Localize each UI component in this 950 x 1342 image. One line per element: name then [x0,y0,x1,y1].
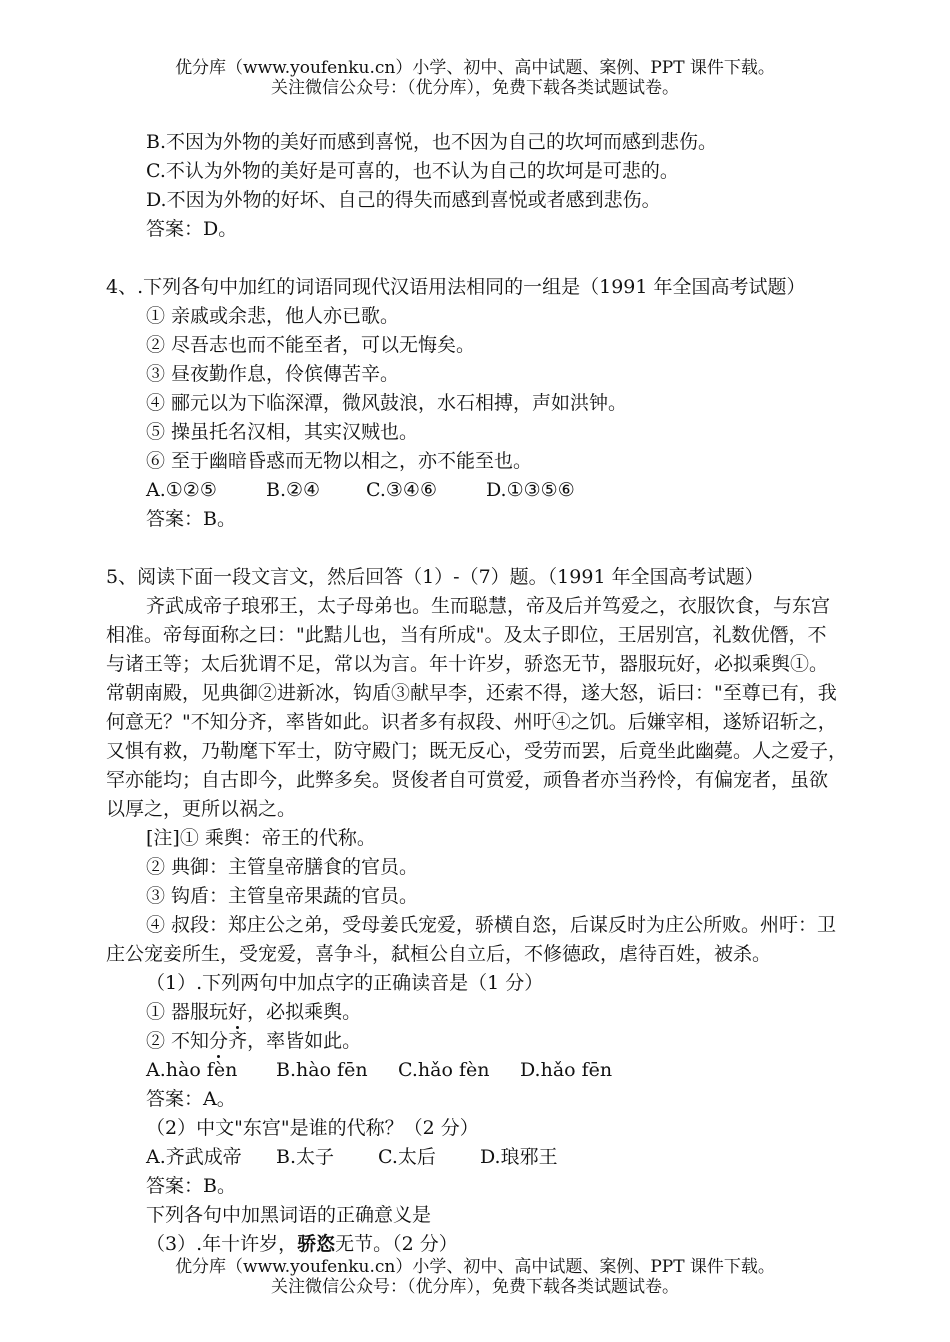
sub2-option-b: B.太子 [276,1146,335,1168]
q3-option-c: C.不认为外物的美好是可喜的，也不认为自己的坎坷是可悲的。 [146,160,679,182]
sub2-answer: 答案：B。 [146,1175,236,1197]
q3-answer: 答案：D。 [146,218,238,240]
q4-item-1: ① 亲戚或余悲，他人亦已歌。 [146,305,400,327]
sub1-answer: 答案：A。 [146,1088,236,1110]
sub1-option-a: A.hào fèn [146,1059,238,1081]
sub2-option-c: C.太后 [378,1146,436,1168]
sub1-sentence-1-rest: ，必拟乘舆。 [247,1001,362,1023]
q4-option-b: B.②④ [266,479,321,501]
passage-line-4: 常朝南殿，见典御②进新冰，钩盾③献早李，还索不得，遂大怒，诟曰："至尊已有，我 [106,682,837,704]
q4-option-a: A.①②⑤ [146,479,217,501]
note-1: [注]① 乘舆：帝王的代称。 [146,827,376,849]
header-line-2: 关注微信公众号：（优分库），免费下载各类试题试卷。 [271,78,679,98]
q3-option-b: B.不因为外物的美好而感到喜悦，也不因为自己的坎坷而感到悲伤。 [146,131,718,153]
passage-line-1: 齐武成帝子琅邪王，太子母弟也。生而聪慧，帝及后并笃爱之，衣服饮食，与东宫 [146,595,831,617]
note-4: ④ 叔段：郑庄公之弟，受母姜氏宠爱，骄横自恣，后谋反时为庄公所败。州吁：卫 [146,914,837,936]
sub3-stem [146,1230,458,1258]
q4-option-d: D.①③⑤⑥ [486,479,575,501]
passage-line-5: 何意无？"不知分齐，率皆如此。识者多有叔段、州吁④之饥。后嫌宰相，遂矫诏斩之， [106,711,837,733]
q4-stem: 4、.下列各句中加红的词语同现代汉语用法相同的一组是（1991 年全国高考试题） [106,276,806,298]
q3-option-d: D.不因为外物的好坏、自己的得失而感到喜悦或者感到悲伤。 [146,189,661,211]
passage-line-2: 相准。帝每面称之曰："此黠儿也，当有所成"。及太子即位，王居别宫，礼数优僭，不 [106,624,827,646]
dotted-char-fen: 分 [209,1030,229,1052]
q4-item-4: ④ 郦元以为下临深潭，微风鼓浪，水石相搏，声如洪钟。 [146,392,628,414]
page-header [0,58,950,98]
footer-line-2: 关注微信公众号：（优分库），免费下载各类试题试卷。 [271,1277,679,1297]
q4-item-3: ③ 昼夜勤作息，伶傧傳苦辛。 [146,363,400,385]
passage-line-8: 以厚之，更所以祸之。 [106,798,297,820]
sub2-option-a: A.齐武成帝 [146,1146,242,1168]
passage-line-6: 又惧有救，乃勒麾下军士，防守殿门；既无反心，受劳而罢，后竟坐此幽薨。人之爱子， [106,740,848,762]
sub1-stem: （1）.下列两句中加点字的正确读音是（1 分） [146,972,544,994]
sub3-intro: 下列各句中加黑词语的正确意义是 [146,1204,432,1226]
passage-line-7: 罕亦能均；自古即今，此弊多矣。贤俊者自可赏爱，顽鲁者亦当矜怜，有偏宠者，虽欲 [106,769,829,791]
sub1-options [146,1056,612,1084]
sub1-sentence-2-text: ② 不知 [146,1030,210,1052]
header-line-1: 优分库（www.youfenku.cn）小学、初中、高中试题、案例、PPT 课件下载。 [175,58,775,78]
note-4-cont: 庄公宠妾所生，受宠爱，喜争斗，弑桓公自立后，不修德政，虐待百姓，被杀。 [106,943,772,965]
note-3: ③ 钩盾：主管皇帝果蔬的官员。 [146,885,419,907]
note-2: ② 典御：主管皇帝膳食的官员。 [146,856,419,878]
sub2-option-d: D.琅邪王 [480,1146,558,1168]
sub1-option-d: D.hǎo fēn [520,1059,613,1081]
passage-line-3: 与诸王等；太后犹谓不足，常以为言。年十许岁，骄恣无节，器服玩好，必拟乘舆①。 [106,653,829,675]
sub1-sentence-1-text: ① 器服玩 [146,1001,229,1023]
sub1-option-c: C.hǎo fèn [398,1059,490,1081]
q4-item-2: ② 尽吾志也而不能至者，可以无悔矣。 [146,334,476,356]
sub1-sentence-1 [146,998,361,1026]
q5-stem: 5、阅读下面一段文言文，然后回答（1）-（7）题。（1991 年全国高考试题） [106,566,764,588]
q4-options [146,476,575,504]
q4-answer: 答案：B。 [146,508,236,530]
dotted-char-hao: 好 [228,1001,248,1023]
q4-item-6: ⑥ 至于幽暗昏惑而无物以相之，亦不能至也。 [146,450,533,472]
page-footer [0,1257,950,1297]
sub2-options [146,1143,558,1171]
footer-line-1: 优分库（www.youfenku.cn）小学、初中、高中试题、案例、PPT 课件下载。 [175,1257,775,1277]
sub1-option-b: B.hào fēn [276,1059,368,1081]
sub3-stem-text: （3）.年十许岁， [146,1233,298,1255]
q4-option-c: C.③④⑥ [366,479,437,501]
sub3-stem-rest: 无节。（2 分） [335,1233,458,1255]
sub2-stem: （2）中文"东宫"是谁的代称？（2 分） [146,1117,479,1139]
q4-item-5: ⑤ 操虽托名汉相，其实汉贼也。 [146,421,419,443]
sub1-sentence-2 [146,1027,361,1055]
sub1-sentence-2-rest: 齐，率皆如此。 [228,1030,362,1052]
sub3-bold-term: 骄恣 [297,1233,336,1255]
